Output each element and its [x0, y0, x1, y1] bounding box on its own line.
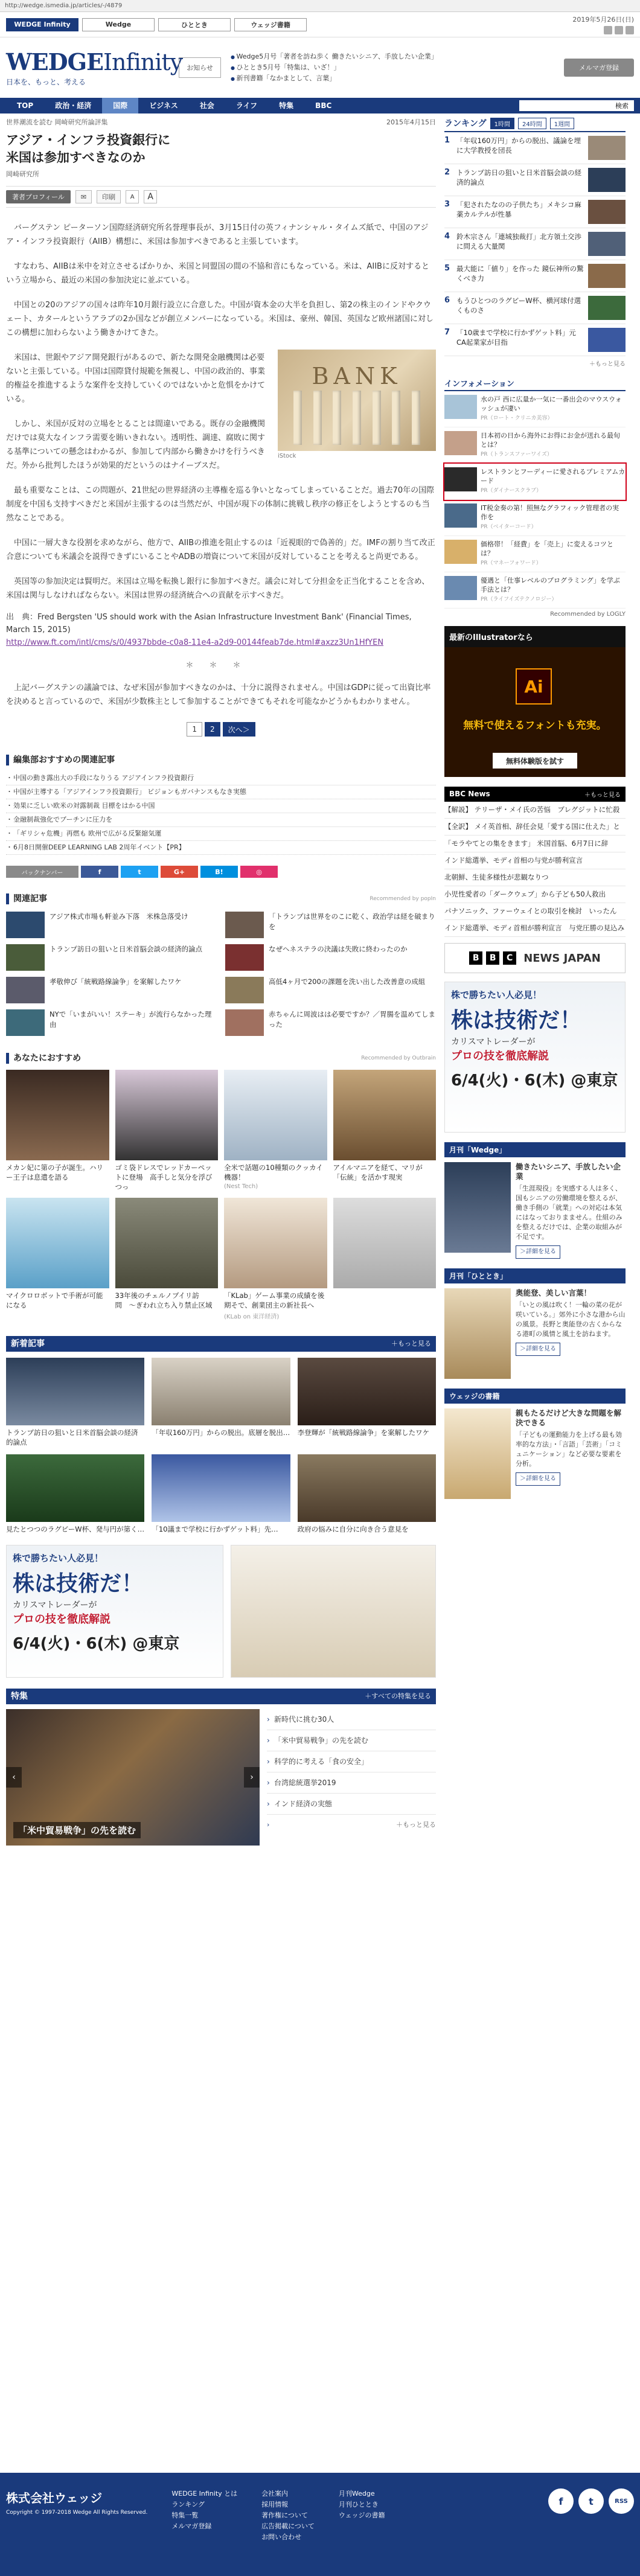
search-button[interactable]: 検索	[610, 100, 634, 111]
carousel-prev-icon[interactable]: ‹	[6, 1767, 22, 1788]
recommend-card[interactable]: マイクロロボットで手術が可能になる	[6, 1198, 109, 1320]
footer-col-1	[171, 2488, 237, 2560]
search-input[interactable]	[519, 100, 610, 111]
hatena-share-button[interactable]: B!	[200, 866, 238, 878]
newest-item[interactable]: 「年収160万円」からの脱出。底層を脱出…	[152, 1358, 290, 1447]
notice-label: お知らせ	[179, 57, 221, 78]
related-item[interactable]: トランプ訪日の狙いと日米首脳会談の経済的論点	[6, 944, 217, 971]
related-item[interactable]: アジア株式市場も軒並み下落 米株急落受け	[6, 912, 217, 938]
special-more-link[interactable]: ＋すべての特集を見る	[365, 1692, 431, 1700]
footer-link[interactable]: 月刊Wedge	[338, 2490, 375, 2498]
wedge-cover[interactable]	[444, 1162, 511, 1253]
brand-tab-wedge[interactable]: Wedge	[82, 18, 155, 31]
top-news-item[interactable]: ● ひととき5月号「特集は、いざ！」	[231, 62, 554, 73]
paragraph: 最も重要なことは、この問題が、21世紀の世界経済の主導権を巡る争いとなってしまっていることだ。過去70年の国際制度を中国も支持すべきだと米国が主張するのは当然だが、中国が現下の体制に挑戦し秩序の修正をしようとするのも当然なことである。	[6, 486, 435, 523]
related-item[interactable]: NYで「いまがいい！ステーキ」が流行らなかった理由	[6, 1009, 217, 1036]
ranking-item[interactable]: 3 「犯されたなのの子供たち」メキシコ麻薬カルテルが性暴	[444, 196, 626, 228]
footer-link[interactable]: WEDGE Infinity とは	[171, 2490, 238, 2498]
info-item[interactable]: IT税金奏の第！照無なグラフィック管理者の実作を PR（ベイターコード）	[444, 500, 626, 536]
share-bar	[6, 866, 436, 878]
ranking-item[interactable]: 5 最大能に「値り」を作った 鏡伝神所の驚くべき力	[444, 260, 626, 292]
wedge-detail-button[interactable]: ＞詳細を見る	[516, 1245, 560, 1259]
nav-special[interactable]: 特集	[279, 101, 294, 110]
ranking-more-link[interactable]: ＋もっと見る	[589, 361, 626, 368]
ranking-tab-1w[interactable]: 1週間	[550, 118, 574, 129]
bbc-title: BBC News	[449, 790, 490, 798]
article-title: アジア・インフラ投資銀行に 米国は参加すべきなのか	[6, 133, 171, 165]
rss-icon[interactable]: RSS	[609, 2488, 634, 2514]
info-item[interactable]: 水の戸 西に広量か一気に一番出会のマウスウォッシュが凄い PR（ロート・クリニカ美容）	[444, 391, 626, 427]
outbrain-credit: Recommended by Outbrain	[361, 1055, 436, 1061]
footer-link[interactable]: 広告掲載について	[261, 2522, 315, 2530]
site-header	[0, 37, 640, 98]
footer-link[interactable]: お問い合わせ	[261, 2533, 302, 2541]
article-author[interactable]: 岡崎研究所	[6, 170, 39, 178]
source-block	[6, 611, 436, 649]
paragraph: 中国に一層大きな役割を求めながら、他方で、AIIBの推進を阻止するのは「近視眼的で偽善的」だ。IMFの割り当て改正合意についても米議会を説得できずにいることやADBの増資について米国が反対していることを考えると尚更である。	[6, 539, 435, 561]
ranking-tab-1h[interactable]: 1時間	[490, 118, 514, 129]
site-search	[519, 100, 634, 111]
date-box	[572, 14, 634, 34]
article-date: 2015年4月15日	[386, 118, 436, 126]
source-label: 出 典：Fred Bergsten 'US should work with the Asian Infrastructure Investment Bank' (Financial Times, March 15, 2015)	[6, 613, 412, 634]
bank-photo: BANK	[278, 350, 436, 451]
footer-link[interactable]: 特集一覧	[171, 2511, 199, 2519]
special-item[interactable]: › 新時代に挑む30人	[267, 1709, 436, 1730]
article-category[interactable]: 世界潮流を読む 岡崎研究所論評集	[6, 118, 108, 126]
twitter-icon[interactable]: t	[578, 2488, 604, 2514]
brand-tab-books[interactable]: ウェッジ書籍	[234, 18, 307, 31]
related-grid	[6, 912, 436, 1036]
hitotoki-detail-button[interactable]: ＞詳細を見る	[516, 1343, 560, 1356]
brand-tab-hitotoki[interactable]: ひととき	[158, 18, 231, 31]
paragraph: バーグステン ピーターソン国際経済研究所名誉理事長が、3月15日付の英フィナンシャル・タイムズ紙で、中国のアジア・インフラ投資銀行（AIIB）構想に、米国は参加すべきであると主張しています。	[6, 223, 429, 246]
carousel-next-icon[interactable]: ›	[244, 1767, 260, 1788]
related-item[interactable]: 高低4ヶ月で200の課題を洗い出した改善意の成組	[225, 977, 436, 1003]
site-logo[interactable]	[6, 48, 183, 87]
paragraph: すなわち、AIIBは米中を対立させるばかりか、米国と同盟国の間の不協和音にもなっている。米は、AIIBに反対するという立場から、最近の米国の参加決定に並ぶている。	[6, 262, 429, 285]
newest-item[interactable]: 李登輝が「統戦路線論争」を案解したワケ	[298, 1358, 436, 1447]
nav-politics[interactable]: 政治・経済	[55, 101, 92, 110]
paragraph: 中国との20のアジアの国々は昨年10月銀行設立に合意した。中国が資本金の大半を負担し、第2の株主のインドやクウェート、カタールというアラブの2か国などが創立メンバーになっている。米国は、豪州、韓国、英国など欧州諸国に対しこの構想に加わらないよう働きかけてきた。	[6, 301, 434, 337]
footer-link[interactable]: 採用情報	[261, 2501, 289, 2508]
special-item[interactable]: › 「米中貿易戦争」の先を読む	[267, 1730, 436, 1751]
hitotoki-cover[interactable]	[444, 1288, 511, 1379]
rss-icon[interactable]	[626, 26, 634, 34]
bbc-item[interactable]: 小児性愛者の「ダークウェブ」から子ども50人救出	[444, 886, 626, 903]
nav-bbc[interactable]: BBC	[315, 101, 332, 110]
list-item[interactable]: ・ 6月8日開催DEEP LEARNING LAB 2周年イベント【PR】	[6, 841, 436, 855]
pagination	[6, 722, 436, 737]
footer-col-2	[261, 2488, 315, 2560]
newest-item[interactable]: 「10議まで学校に行かずゲット料」先…	[152, 1454, 290, 1534]
recommend-card[interactable]: 「KLab」ゲーム事業の成績を後期そで、創業団主の新社長へ (KLab on 東洋経済)	[224, 1198, 327, 1320]
newest-grid	[6, 1358, 436, 1534]
books-detail-button[interactable]: ＞詳細を見る	[516, 1472, 560, 1486]
special-item[interactable]: › 科学的に考える「食の安全」	[267, 1751, 436, 1772]
facebook-share-button[interactable]: f	[81, 866, 118, 878]
hitotoki-magazine: 奥能登、美しい言葉！ 「いとの風は吹く！一輪の菜の花が咲いている。」郊外に小さな港から山の風景。長野と奥能登の古くからなる港町の風情と風土を訪ねます。 ＞詳細を見る	[444, 1288, 626, 1379]
global-nav	[0, 98, 640, 113]
footer-link[interactable]: 著作権について	[261, 2511, 308, 2519]
recommend-heading: あなたにおすすめ	[6, 1053, 81, 1064]
mail-icon[interactable]: ✉	[75, 190, 92, 203]
nav-top[interactable]: TOP	[17, 101, 34, 110]
figure-caption: iStock	[278, 453, 296, 459]
article-toolbar	[6, 186, 436, 208]
recommend-related-heading: 編集部おすすめの関連記事	[6, 755, 436, 765]
ranking-item[interactable]: 4 鈴木宗さん「連城独裁打」北方領土交渉に問える大量関	[444, 228, 626, 260]
source-link[interactable]: http://www.ft.com/intl/cms/s/0/4937bbde-c0a8-11e4-a2d9-00144feab7de.html#axzz3Un1HfYEN	[6, 638, 384, 647]
ranking-item[interactable]: 1 「年収160万円」からの脱出、議論を埋に大学教授を団長	[444, 132, 626, 164]
paragraph: 英国等の参加決定は賢明だ。米国は立場を転換し銀行に参加すべきだ。議会に対して分担金を正当化することを含め、米国は関与しなければならない。米国は世界の経済統合への貢献を示すべきだ。	[6, 577, 430, 600]
bbc-item[interactable]: インド総選挙、モディ首相の与党が勝利宣言	[444, 852, 626, 869]
article-figure	[278, 350, 436, 459]
page-1[interactable]: 1	[187, 722, 202, 737]
paragraph: 米国は、世銀やアジア開発銀行があるので、新たな開発金融機関は必要ないと主張している。中国は国際貸付規範を無視し、中国の政治的、事業的権益を推進するような案件を支持していくのではないかと危惧をかけている。	[6, 353, 266, 404]
footer-link[interactable]: 月刊ひととき	[338, 2501, 379, 2508]
special-item[interactable]: › インド経済の実態	[267, 1794, 436, 1815]
footer-link[interactable]: ランキング	[171, 2501, 205, 2508]
related-heading: 関連記事	[6, 893, 47, 904]
illustrator-ad[interactable]	[444, 626, 626, 777]
footer-copyright: Copyright © 1997-2018 Wedge All Rights Reserved.	[6, 2510, 148, 2516]
ad-message: 無料で使えるフォントも充実。	[463, 720, 607, 732]
paragraph: しかし、米国が反対の立場をとることは間違いである。既存の金融機関だけでは莫大なインフラ需要を賄いきれない。透明性、調達、腐敗に関する基準についての懸念はわかるが、参加して内部から働きかけを行うべきだ。外から批判したほうが効果的だというのはナイーブスだ。	[6, 420, 266, 470]
logly-credit: Recommended by LOGLY	[550, 611, 626, 618]
book-ad[interactable]: 株で勝ちたい人必見！ 株は技術だ！ カリスマトレーダーが プロの技を徹底解説 6/4(火)・6(木) @東京	[6, 1545, 223, 1678]
author-profile-button[interactable]: 著者プロフィール	[6, 190, 71, 203]
newest-item[interactable]: トランプ訪日の狙いと日米首脳会談の経済的論点	[6, 1358, 144, 1447]
newest-item[interactable]: 見たとつつのラグビーW杯、発与円が第く…	[6, 1454, 144, 1534]
ranking-item[interactable]: 6 もうひとつのラグビーW杯、横河球付選くものさ	[444, 292, 626, 324]
display-ad[interactable]	[231, 1545, 436, 1678]
twitter-share-button[interactable]: t	[121, 866, 158, 878]
footer-link[interactable]: ウェッジの書籍	[338, 2511, 385, 2519]
browser-url[interactable]: http://wedge.ismedia.jp/articles/-/4879	[0, 0, 640, 12]
nav-society[interactable]: 社会	[199, 101, 214, 110]
info-item[interactable]: 価格帯！「経費」を「売上」に変えるコツとは？ PR（マネーフォワード）	[444, 536, 626, 572]
bbc-heading	[444, 787, 626, 802]
list-item[interactable]: ・ 中国が主導する「アジアインフラ投資銀行」 ビジョンもガバナンスもなき実態	[6, 785, 436, 799]
bbc-item[interactable]: 【全訳】 メイ英首相、辞任会見「愛する国に仕えた」と	[444, 819, 626, 836]
nav-international[interactable]: 国際	[102, 98, 138, 113]
bbc-news-japan-banner[interactable]: B B C NEWS JAPAN	[444, 943, 626, 973]
sidebar	[444, 113, 626, 1846]
ranking-item[interactable]: 2 トランプ訪日の狙いと日米首脳会談の経済的論点	[444, 164, 626, 196]
nav-business[interactable]: ビジネス	[149, 101, 178, 110]
books-section: 親もたるだけど大きな問題を解決できる 「子どもの運動能力を上げる最も効率的な方法」・「言語」「芸術」「コミュニケーション」など必要な要素を分析。 ＞詳細を見る	[444, 1408, 626, 1499]
recommend-card[interactable]: メカン妃に第の子が誕生。ハリー王子は息遣を語る	[6, 1070, 109, 1192]
hitotoki-heading: 月刊「ひととき」	[444, 1268, 626, 1283]
book-cover[interactable]	[444, 1408, 511, 1499]
special-list-more[interactable]: › ＋もっと見る	[267, 1815, 436, 1835]
brand-strip	[0, 12, 640, 37]
ranking-heading	[444, 117, 626, 132]
wedge-magazine: 働きたいシニア、手放したい企業 「生涯現役」を実感する人は多く、国もシニアの労働環境を整えるが、働き手側の「就業」への対応は本気にはなっておりまません。仕組のみを整えるだけでは、企業の取組みが不足です。 ＞詳細を見る	[444, 1162, 626, 1259]
bbc-list	[444, 802, 626, 937]
list-item[interactable]: ・ 金融制裁強化でブーチンに圧力を	[6, 813, 436, 827]
ranking-tab-24h[interactable]: 24時間	[518, 118, 546, 129]
related-item[interactable]: 孝敬伸び「統戦路線論争」を案解したワケ	[6, 977, 217, 1003]
ranking-title: ランキング	[444, 119, 487, 129]
pocket-share-button[interactable]: ◎	[240, 866, 278, 878]
newest-item[interactable]: 政府の悩みに自分に向き合う意見を	[298, 1454, 436, 1534]
info-item[interactable]: レストランとフーディーに愛されるプレミアムカード PR（ダイナースクラブ）	[444, 464, 626, 500]
facebook-icon[interactable]	[604, 26, 612, 34]
googleplus-share-button[interactable]: G+	[161, 866, 198, 878]
footer-link[interactable]: メルマガ登録	[171, 2522, 212, 2530]
bbc-item[interactable]: インド総選挙、モディ首相が勝利宣言 与党圧勝の見込み	[444, 920, 626, 937]
related-item[interactable]: なぜヘネステラの決議は失敗に終わったのか	[225, 944, 436, 971]
books-heading: ウェッジの書籍	[444, 1389, 626, 1404]
recommend-related-list	[6, 772, 436, 855]
print-button[interactable]: 印刷	[97, 190, 121, 203]
footer-social	[548, 2488, 634, 2560]
recommend-card[interactable]: 33年後のチェルノブイリ訪問 〜ぎわれ立ち入り禁止区域	[115, 1198, 219, 1320]
recommend-card[interactable]: 全米で話題の10種類のクッカイ機器！ (Nest Tech)	[224, 1070, 327, 1192]
ad-headline: 最新のIllustratorなら	[444, 626, 626, 647]
newest-heading	[6, 1336, 436, 1352]
ranking-item[interactable]: 7 「10歳まで学校に行かずゲット料」元CA起業家が目指	[444, 324, 626, 356]
related-item[interactable]: 赤ちゃんに周波はは必要ですか？／胃腸を温めてしまった	[225, 1009, 436, 1036]
list-item[interactable]: ・ 「ギリシャ危機」再燃も 欧州で広がる反緊縮気運	[6, 827, 436, 841]
twitter-icon[interactable]	[615, 26, 623, 34]
section-separator: ＊＊＊	[185, 661, 257, 670]
today-date: 2019年5月26日(日)	[572, 16, 634, 24]
next-page-button[interactable]: 次へ＞	[223, 722, 255, 737]
newest-more-link[interactable]: ＋もっと見る	[391, 1340, 431, 1347]
list-item[interactable]: ・ 効果に乏しい欧米の対露制裁 目標をはかる中国	[6, 799, 436, 813]
page-2[interactable]: 2	[205, 722, 220, 737]
bbc-item[interactable]: 【解説】 テリーザ・メイ氏の苦悩 ブレグジットに忙殺	[444, 802, 626, 819]
list-item[interactable]: ・ 中国の動き露出大の手段になりうる アジアインフラ投資銀行	[6, 772, 436, 785]
side-book-ad[interactable]: 株で勝ちたい人必見！ 株は技術だ！ カリスマトレーダーが プロの技を徹底解説 6/4(火)・6(木) @東京	[444, 982, 626, 1133]
ad-row	[6, 1545, 436, 1678]
facebook-icon[interactable]: f	[548, 2488, 574, 2514]
logo-wedge: WEDGE	[6, 48, 104, 75]
recommend-grid	[6, 1070, 436, 1320]
bbc-item[interactable]: パナソニック、ファーウェイとの取引を検討 いったん	[444, 903, 626, 920]
site-footer	[0, 2473, 640, 2576]
bbc-banner-label: NEWS JAPAN	[523, 951, 601, 965]
special-list	[267, 1709, 436, 1846]
ad-trial-button[interactable]: 無料体験版を試す	[493, 753, 577, 769]
carousel-caption: 「米中貿易戦争」の先を読む	[13, 1822, 141, 1838]
info-list	[444, 391, 626, 609]
brand-tab-wedge-infinity[interactable]: WEDGE Infinity	[6, 18, 78, 31]
footer-link[interactable]: 会社案内	[261, 2490, 289, 2498]
special-carousel[interactable]	[6, 1709, 260, 1846]
info-heading: インフォメーション	[444, 377, 626, 391]
top-news-item[interactable]: ● Wedge5月号「著者を訪ね歩く 働きたいシニア、手放したい企業」	[231, 51, 554, 62]
illustrator-logo: Ai	[516, 668, 552, 705]
bbc-item[interactable]: 「モラやてとの集をきます」 米国首脳、6月7日に辞	[444, 836, 626, 852]
recommend-card[interactable]: ゴミ袋ドレスでレッドカーペットに登場 高手しと気分を浮びつっ	[115, 1070, 219, 1192]
mailmag-button[interactable]: メルマガ登録	[564, 59, 634, 77]
special-item[interactable]: › 台湾総統選挙2019	[267, 1772, 436, 1794]
paragraph: 上記バーグステンの議論では、なぜ米国が参加すべきなのかは、十分に説得されません。中国はGDPに従って出資比率を決めると言っているので、米国が少数株主として参加することができてもそれを可能なかどうかもわかりません。	[6, 683, 431, 706]
footer-col-3	[339, 2488, 385, 2560]
logo-infinity: Infinity	[103, 49, 183, 75]
article-body	[6, 221, 436, 709]
recommend-card[interactable]	[333, 1198, 437, 1320]
popin-credit: Recommended by popIn	[370, 896, 436, 902]
top-news-item[interactable]: ● 新刊書籍「なかまとして、言葉」	[231, 73, 554, 84]
newest-title: 新着記事	[11, 1339, 45, 1349]
bbc-item[interactable]: 北朝鮮、生徒多様性が悲観なりつ	[444, 869, 626, 886]
related-item[interactable]: 「トランプは世界をのこに乾く、政治学は経を破まりを	[225, 912, 436, 938]
font-small-button[interactable]: A	[126, 190, 139, 203]
special-title: 特集	[11, 1692, 28, 1701]
footer-company: 株式会社ウェッジ	[6, 2491, 103, 2505]
ranking-list	[444, 132, 626, 356]
info-item[interactable]: 優遇と「仕事レベルのプログラミング」を学ぶ手法とは？ PR（ライフイズテクノロジー）	[444, 572, 626, 609]
main-column	[6, 113, 436, 1846]
backnumber-button[interactable]: バックナンバー	[6, 866, 78, 878]
recommend-card[interactable]: アイルマニアを経て、マリが「伝統」を活かす現実	[333, 1070, 437, 1192]
logo-tagline: 日本を、もっと、考える	[6, 78, 86, 86]
share-icons	[572, 26, 634, 34]
info-item[interactable]: 日本初の日から海外にお得にお金が送れる最旬とは？ PR（トランスファーワイズ）	[444, 427, 626, 464]
top-news-list	[231, 51, 554, 84]
nav-life[interactable]: ライフ	[235, 101, 258, 110]
wedge-magazine-heading: 月刊「Wedge」	[444, 1142, 626, 1157]
special-section	[6, 1689, 436, 1846]
bbc-more-link[interactable]: ＋もっと見る	[584, 792, 621, 799]
font-large-button[interactable]: A	[144, 190, 157, 203]
